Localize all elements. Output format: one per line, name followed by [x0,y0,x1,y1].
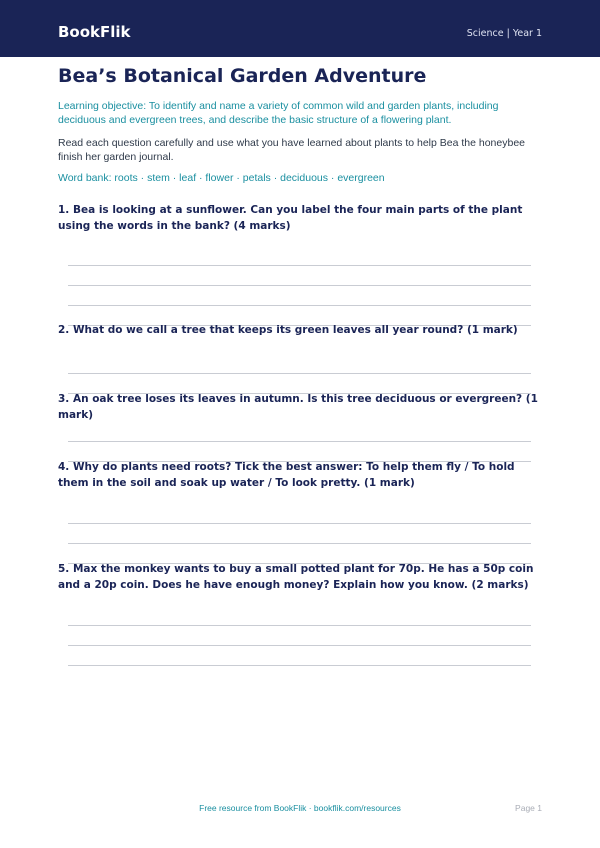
answer-line[interactable] [68,523,531,524]
word-bank: Word bank: roots · stem · leaf · flower · petals · deciduous · evergreen [58,172,385,184]
subject-year-label: Science | Year 1 [466,28,542,39]
question-2: 2. What do we call a tree that keeps its green leaves all year round? (1 mark) [58,324,518,336]
worksheet-title: Bea’s Botanical Garden Adventure [58,65,427,87]
question-4: 4. Why do plants need roots? Tick the best answer: To help them fly / To hold them in the soil and soak up water / To look pretty. (1 mark) [58,461,515,489]
intro-text: Read each question carefully and use what you have learned about plants to help Bea the honeybee finish her garden journal. [58,137,526,163]
question-3: 3. An oak tree loses its leaves in autumn. Is this tree deciduous or evergreen? (1 mark) [58,393,538,421]
page-number: Page 1 [515,803,542,813]
answer-line[interactable] [68,265,531,266]
answer-line[interactable] [68,645,531,646]
header-bar [0,0,600,57]
answer-line[interactable] [68,285,531,286]
answer-line[interactable] [68,441,531,442]
answer-line[interactable] [68,305,531,306]
learning-objective: Learning objective: To identify and name a variety of common wild and garden plants, including deciduous and evergreen trees, and describe the basic structure of a flowering plant. [58,100,499,126]
question-5: 5. Max the monkey wants to buy a small potted plant for 70p. He has a 50p coin and a 20p coin. Does he have enough money? Explain how you know. (2 marks) [58,563,534,591]
answer-line[interactable] [68,665,531,666]
answer-line[interactable] [68,373,531,374]
brand-logo[interactable]: BookFlik [58,23,131,41]
answer-line[interactable] [68,543,531,544]
question-1: 1. Bea is looking at a sunflower. Can you label the four main parts of the plant using the words in the bank? (4 marks) [58,204,523,232]
answer-line[interactable] [68,625,531,626]
footer-credit[interactable]: Free resource from BookFlik · bookflik.com/resources [199,803,401,813]
